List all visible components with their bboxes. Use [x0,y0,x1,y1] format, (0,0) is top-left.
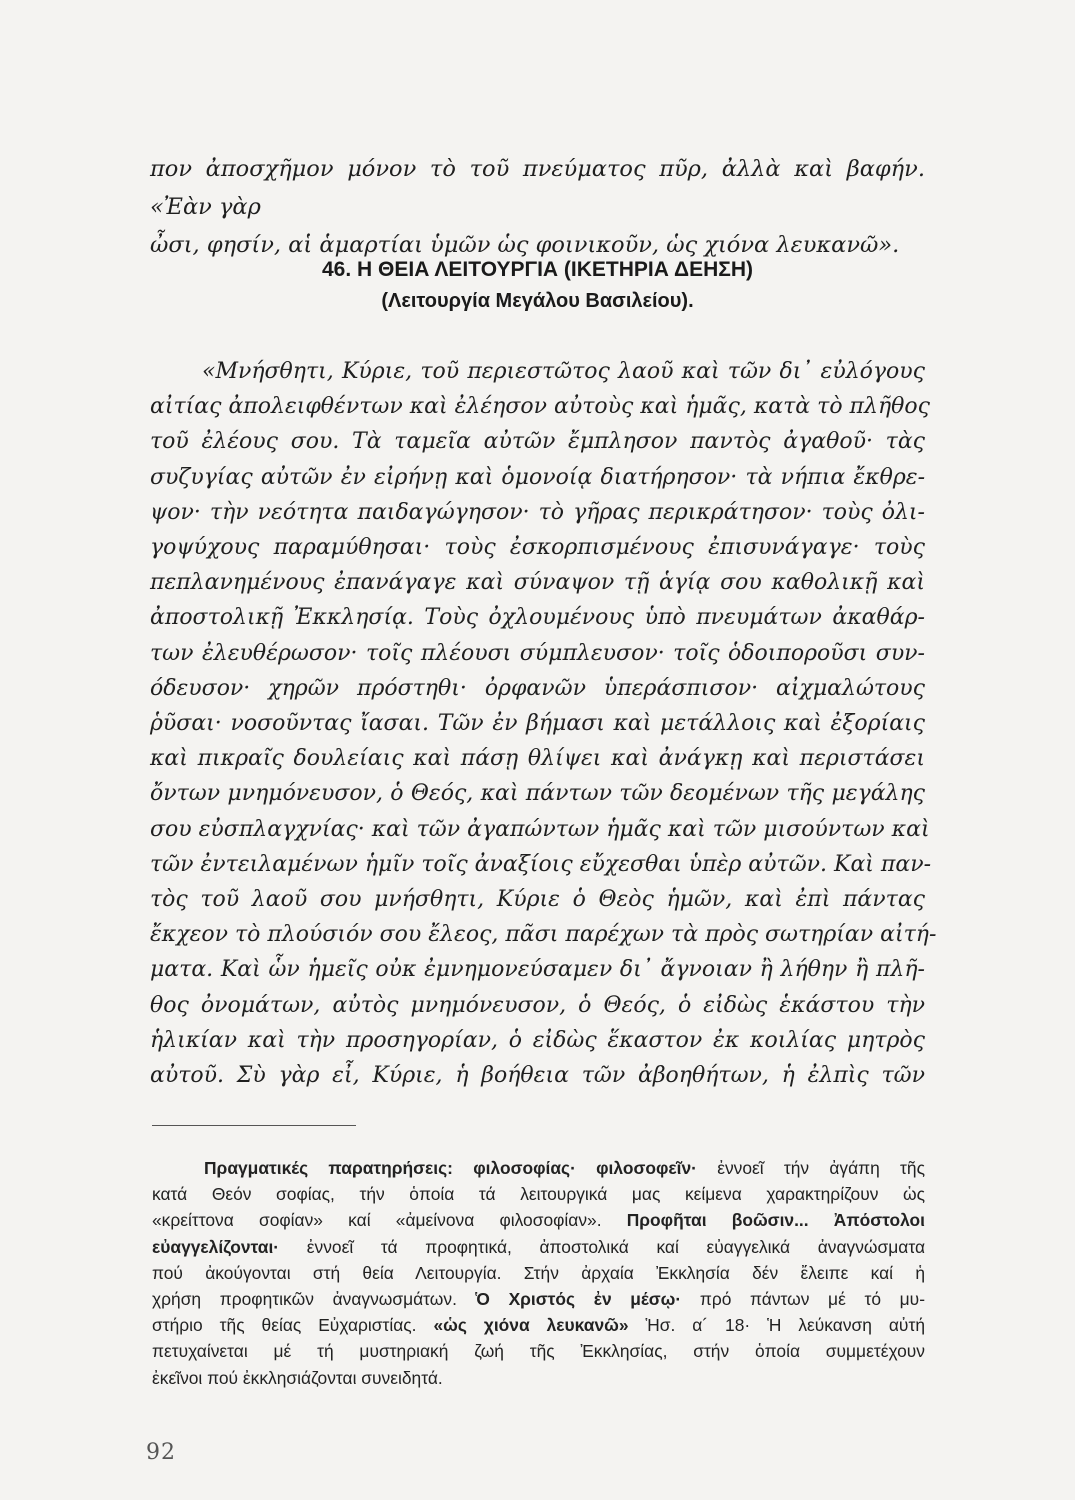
text-line: ματα. Καὶ ὧν ἡμεῖς οὐκ ἐμνημονεύσαμεν δι᾿ ἄγνοιαν ἢ λήθην ἢ πλῆ- [150,957,925,983]
text-line: σου εὐσπλαγχνίας· καὶ τῶν ἀγαπώντων ἡμᾶς καὶ τῶν μισούντων καὶ [150,816,930,842]
footnote-term: Ὁ Χριστός ἐν μέσῳ· [456,1289,682,1310]
footnote-line: χρήση προφητικῶν ἀναγνωσμάτων. Ὁ Χριστός ἐν μέσῳ· πρό πάντων μέ τό μυ- [152,1289,925,1310]
footnote [152,1155,925,1391]
text-line: τῶν ἐντειλαμένων ἡμῖν τοῖς ἀναξίοις εὔχεσθαι ὑπὲρ αὐτῶν. Καὶ παν- [150,851,932,877]
text-line: όδευσον· χηρῶν πρόστηθι· ὀρφανῶν ὑπεράσπισον· αἰχμαλώτους [150,675,925,701]
text-line: θος ὀνομάτων, αὐτὸς μνημόνευσον, ὁ Θεός, ὁ εἰδὼς ἑκάστου τὴν [150,992,925,1018]
text-line: ψον· τὴν νεότητα παιδαγώγησον· τὸ γῆρας περικράτησον· τοὺς ὀλι- [150,499,925,525]
footnote-line: «κρείττονα σοφίαν» καί «ἀμείνονα φιλοσοφίαν». Προφῆται βοῶσιν... Ἀπόστολοι [152,1210,925,1231]
footnote-divider [152,1125,356,1126]
section-subheading: (Λειτουργία Μεγάλου Βασιλείου). [381,290,694,312]
text-line: πον ἀποσχῆμον μόνον τὸ τοῦ πνεύματος πῦρ, ἀλλὰ καὶ βαφήν. «Ἐὰν γὰρ [150,156,925,220]
footnote-term: Προφῆται βοῶσιν... Ἀπόστολοι [601,1210,925,1231]
footnote-line: στήριο τῆς θείας Εὐχαριστίας. «ὡς χιόνα λευκανῶ» Ἡσ. α´ 18· Ἡ λεύκανση αὐτή [152,1315,925,1336]
text-line: καὶ πικραῖς δουλείαις καὶ πάσῃ θλίψει καὶ ἀνάγκῃ καὶ περιστάσει [150,746,925,772]
text-line: ἡλικίαν καὶ τὴν προσηγορίαν, ὁ εἰδὼς ἕκαστον ἐκ κοιλίας μητρὸς [150,1027,925,1053]
text-line: τὸς τοῦ λαοῦ σου μνήσθητι, Κύριε ὁ Θεὸς ἡμῶν, καὶ ἐπὶ πάντας [150,887,925,913]
text-line: ἀποστολικῇ Ἐκκλησίᾳ. Τοὺς ὀχλουμένους ὑπὸ πνευμάτων ἀκαθάρ- [150,605,925,631]
footnote-line: εὐαγγελίζονται· ἐννοεῖ τά προφητικά, ἀποστολικά καί εὐαγγελικά ἀναγνώσματα [152,1236,925,1257]
footnote-line: Πραγματικές παρατηρήσεις: φιλοσοφίας· φιλοσοφεῖν· ἐννοεῖ τήν ἀγάπη τῆς [204,1158,925,1178]
text-line: τοῦ ἐλέους σου. Τὰ ταμεῖα αὐτῶν ἔμπλησον παντὸς ἀγαθοῦ· τὰς [150,429,925,455]
page-number: 92 [146,1440,176,1465]
text-line: των ἐλευθέρωσον· τοῖς πλέουσι σύμπλευσον· τοῖς ὁδοιποροῦσι συν- [150,640,925,666]
text-line: ἔκχεον τὸ πλούσιόν σου ἔλεος, πᾶσι παρέχων τὰ πρὸς σωτηρίαν αἰτή- [150,922,937,948]
footnote-term: εὐαγγελίζονται· [152,1236,280,1257]
text-line: «Μνήσθητι, Κύριε, τοῦ περιεστῶτος λαοῦ καὶ τῶν δι᾿ εὐλόγους [202,359,925,384]
footnote-term: Πραγματικές παρατηρήσεις: φιλοσοφίας· φιλοσοφεῖν· [204,1158,697,1178]
section-heading: 46. Η ΘΕΙΑ ΛΕΙΤΟΥΡΓΙΑ (ΙΚΕΤΗΡΙΑ ΔΕΗΣΗ) [321,258,754,281]
footnote-term: «ὡς χιόνα λευκανῶ» [416,1315,629,1336]
footnote-line: κατά Θεόν σοφίας, τήν ὁποία τά λειτουργικά μας κείμενα χαρακτηρίζουν ὡς [152,1184,925,1205]
footnote-line: πετυχαίνεται μέ τή μυστηριακή ζωή τῆς Ἐκκλησίας, στήν ὁποία συμμετέχουν [152,1341,925,1362]
text-line: ῥῦσαι· νοσοῦντας ἴασαι. Τῶν ἐν βήμασι καὶ μετάλλοις καὶ ἐξορίαις [150,711,925,737]
footnote-line: πού ἀκούγονται στή θεία Λειτουργία. Στήν ἀρχαία Ἐκκλησία δέν ἔλειπε καί ἡ [152,1262,925,1283]
text-line: αὐτοῦ. Σὺ γὰρ εἶ, Κύριε, ἡ βοήθεια τῶν ἀβοηθήτων, ἡ ἐλπὶς τῶν [150,1063,925,1089]
text-line: ὦσι, φησίν, αἱ ἁμαρτίαι ὑμῶν ὡς φοινικοῦν, ὡς χιόνα λευκανῶ». [150,232,900,258]
text-line: πεπλανημένους ἐπανάγαγε καὶ σύναψον τῇ ἁγίᾳ σου καθολικῇ καὶ [150,570,925,596]
text-line: γοψύχους παραμύθησαι· τοὺς ἐσκορπισμένους ἐπισυνάγαγε· τοὺς [150,535,925,561]
footnote-line: ἐκεῖνοι πού ἐκκλησιάζονται συνειδητά. [152,1367,443,1388]
prayer-text [150,354,937,1093]
preceding-paragraph-end [150,150,925,264]
text-line: αἰτίας ἀπολειφθέντων καὶ ἐλέησον αὐτοὺς καὶ ἡμᾶς, κατὰ τὸ πλῆθος [150,394,930,420]
text-line: ὄντων μνημόνευσον, ὁ Θεός, καὶ πάντων τῶν δεομένων τῆς μεγάλης [150,781,925,807]
text-line: συζυγίας αὐτῶν ἐν εἰρήνῃ καὶ ὁμονοίᾳ διατήρησον· τὰ νήπια ἔκθρε- [150,464,925,490]
